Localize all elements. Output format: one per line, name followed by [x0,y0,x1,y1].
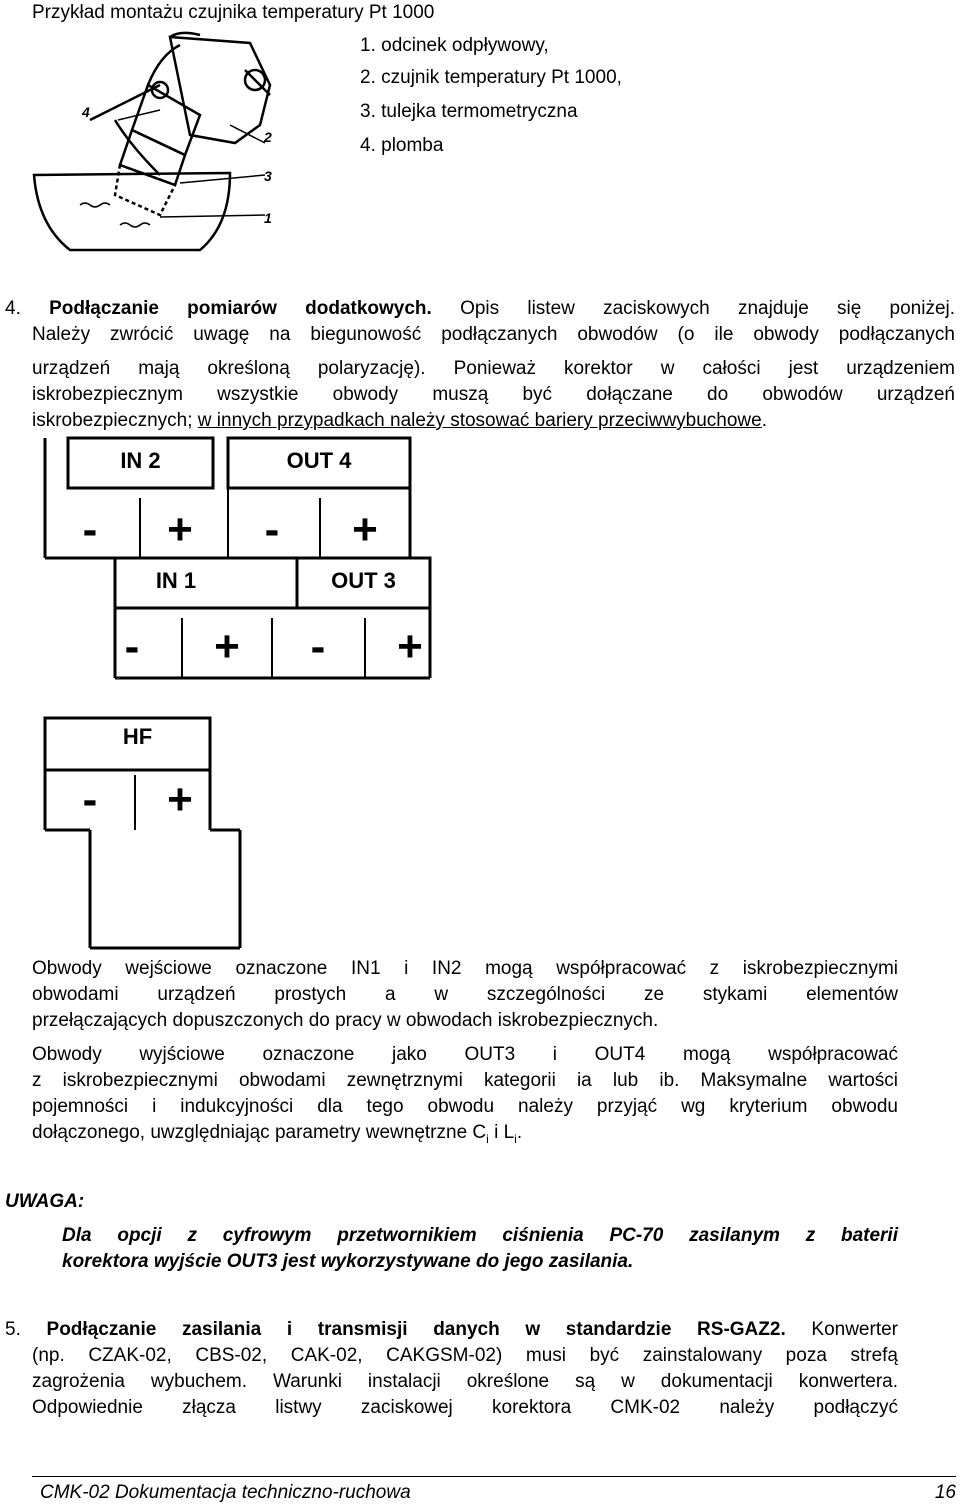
terminal-hf-label: HF [122,724,153,749]
section4-line5-start: iskrobezpiecznych; [32,410,198,431]
out4-plus-terminal: + [352,505,378,554]
callout-1: 1 [264,210,272,226]
subscript-i-inductance: i [514,1131,517,1146]
section4-line4: iskrobezpiecznym wszystkie obwody muszą być dołączane do obwodów urządzeń [32,384,955,405]
in1-minus-terminal: - [124,622,140,671]
terminal-in2-label: IN 2 [120,448,161,473]
outputs-line4-mid: i L [488,1122,515,1143]
outputs-line4-start: dołączonego, uwzględniając parametry wewnętrzne C [32,1122,487,1143]
section5-number: 5. [5,1319,21,1340]
figure-title: Przykład montażu czujnika temperatury Pt 1000 [32,2,435,23]
warning-label: UWAGA: [5,1191,85,1212]
callout-3: 3 [264,168,272,184]
out3-minus-terminal: - [310,622,326,671]
terminal-diagram [0,430,960,960]
hf-minus-terminal: - [82,775,98,824]
inputs-line1: Obwody wejściowe oznaczone IN1 i IN2 mogą współpracować z iskrobezpiecznymi [32,958,898,979]
section5-line4: Odpowiednie złącza listwy zaciskowej korektora CMK-02 należy podłączyć [32,1397,898,1418]
in2-plus-terminal: + [167,505,193,554]
terminal-out3-label: OUT 3 [331,568,396,593]
legend-item-2: 2. czujnik temperatury Pt 1000, [360,67,622,88]
section4-number: 4. [5,298,21,319]
section5-heading: Podłączanie zasilania i transmisji danych w standardzie RS-GAZ2. [46,1319,786,1340]
warning-line2: korektora wyjście OUT3 jest wykorzystywane do jego zasilania. [62,1251,634,1272]
section5-line1-rest: Konwerter [811,1319,898,1340]
legend-item-1: 1. odcinek odpływowy, [360,35,549,56]
section4-line1-rest: Opis listew zaciskowych znajduje się poniżej. [460,298,956,319]
footer-rule [32,1476,956,1477]
outputs-line1: Obwody wyjściowe oznaczone jako OUT3 i OUT4 mogą współpracować [32,1044,898,1065]
terminal-out4-label: OUT 4 [286,448,352,473]
callout-4: 4 [82,104,90,120]
callout-2: 2 [264,129,272,145]
out3-plus-terminal: + [397,622,423,671]
hf-plus-terminal: + [167,775,193,824]
out4-minus-terminal: - [264,505,280,554]
terminal-in1-label: IN 1 [155,568,197,593]
in2-minus-terminal: - [82,505,98,554]
section4-line3: urządzeń mają określoną polaryzację). Ponieważ korektor w całości jest urządzeniem [32,358,955,379]
section4-line5-end: . [761,410,768,431]
inputs-line2: obwodami urządzeń prostych a w szczególności ze stykami elementów [32,984,898,1005]
warning-line1: Dla opcji z cyfrowym przetwornikiem ciśnienia PC-70 zasilanym z baterii [62,1225,898,1246]
subscript-i-capacitance: i [486,1131,489,1146]
section4-heading: Podłączanie pomiarów dodatkowych. [49,298,432,319]
sensor-mounting-drawing [20,25,320,265]
outputs-line4 [32,1120,898,1146]
outputs-line3: pojemności i indukcyjności dla tego obwodu należy przyjąć wg kryterium obwodu [32,1096,898,1117]
section4-line2: Należy zwrócić uwagę na biegunowość podłączanych obwodów (o ile obwody podłączanych [32,324,955,345]
section4-barrier-note: w innych przypadkach należy stosować bariery przeciwwybuchowe [197,410,762,431]
section5-line2: (np. CZAK-02, CBS-02, CAK-02, CAKGSM-02) musi być zainstalowany poza strefą [32,1345,898,1366]
in1-plus-terminal: + [214,622,240,671]
section5-line1 [5,1317,898,1343]
outputs-line2: z iskrobezpiecznymi obwodami zewnętrznymi kategorii ia lub ib. Maksymalne wartości [32,1070,898,1091]
legend-item-3: 3. tulejka termometryczna [360,101,578,122]
legend-item-4: 4. plomba [360,135,444,156]
inputs-line3: przełączających dopuszczonych do pracy w obwodach iskrobezpiecznych. [32,1010,659,1031]
section5-line3: zagrożenia wybuchem. Warunki instalacji określone są w dokumentacji konwertera. [32,1371,898,1392]
footer-page-number: 16 [934,1482,956,1503]
outputs-line4-end: . [516,1122,523,1143]
section4-line1 [5,296,955,322]
footer-doc-title: CMK-02 Dokumentacja techniczno-ruchowa [40,1482,411,1503]
